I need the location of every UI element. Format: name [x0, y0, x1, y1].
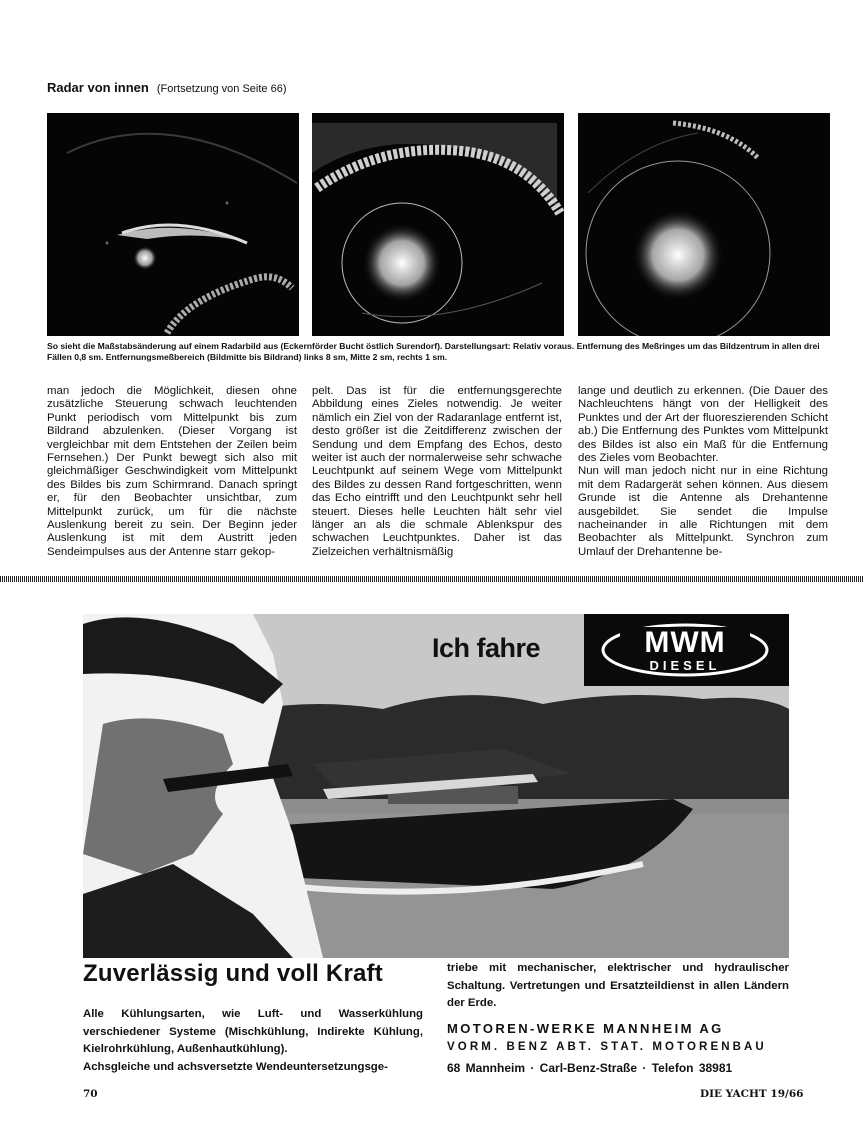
article-column-1 [47, 385, 297, 559]
article-paragraph: Nun will man jedoch nicht nur in eine Richtung mit dem Radargerät sehen können. Aus diesem Grunde ist die Antenne als Drehantenne ausgebildet. Sie sendet die Impulse nacheinander in alle Richtungen mit dem Beobachter als Mittelpunkt. Synchron zum Umlauf der Drehantenne be- [578, 465, 828, 558]
continuation-note: (Fortsetzung von Seite 66) [156, 83, 287, 95]
mwm-logo-subtext: DIESEL [649, 658, 721, 673]
mwm-logo-text: MWM [644, 626, 726, 659]
radar-image-left [47, 113, 299, 336]
article-title: Radar von innen [47, 80, 149, 95]
mwm-logo [584, 614, 789, 686]
magazine-issue: DIE YACHT 19/66 [700, 1088, 804, 1100]
figure-caption: So sieht die Maßstabsänderung auf einem Radarbild aus (Eckernförder Bucht östlich Surendorf). Darstellungsart: Relativ voraus. Entfernung des Meßringes um das Bildzentrum in allen drei Fällen 0,8 sm. Entfernungsmeßbereich (Bildmitte bis Bildrand) links 8 sm, Mitte 2 sm, rechts 1 sm. [47, 341, 820, 362]
article-column-3 [578, 385, 828, 559]
page-number: 70 [83, 1088, 98, 1100]
ad-body-right: triebe mit mechanischer, elektrischer und hydraulischer Schaltung. Vertretungen und Ersatzteildienst in allen Ländern der Erde. [447, 962, 789, 1009]
company-address: 68 Mannheim · Carl-Benz-Straße · Telefon 38981 [447, 1061, 733, 1075]
ad-body-paragraph: Alle Kühlungsarten, wie Luft- und Wasserkühlung verschiedener Systeme (Mischkühlung, Indirekte Kühlung, Kielrohrkühlung, Außenhautkühlung). [83, 1008, 423, 1055]
article-column-2 [312, 385, 562, 559]
article-paragraph: pelt. Das ist für die entfernungsgerechte Abbildung eines Zieles notwendig. Je weiter nämlich ein Ziel von der Radaranlage entfernt ist, desto größer ist die Zeitdifferenz zwischen der Sendung und dem Empfang des Echos, desto weiter ist auch der normalerweise sehr schwache Leuchtpunkt auf seinem Wege vom Mittelpunkt des Bildes zu dessen Rand fortgeschritten, wenn das Echo eintrifft und den Leuchtpunkt sehr hell steuert. Dieses helle Leuchten hält sehr viel länger an als die schmale Ablenkspur des schwachen Leuchtpunktes. Daher ist das Zielzeichen verhältnismäßig [312, 385, 562, 558]
ad-body-left [83, 1006, 423, 1076]
ad-body-paragraph: Achsgleiche und achsversetzte Wendeuntersetzungsge- [83, 1060, 388, 1073]
section-divider [0, 576, 864, 582]
article-paragraph: lange und deutlich zu erkennen. (Die Dauer des Nachleuchtens hängt von der Helligkeit des Punktes und der Art der fluoreszierenden Schicht ab.) Die Entfernung des Punktes vom Mittelpunkt des Bildes ist also ein Maß für die Entfernung des Zieles vom Beobachter. [578, 385, 828, 465]
radar-image-right [578, 113, 830, 336]
company-subtitle: VORM. BENZ ABT. STAT. MOTORENBAU [447, 1041, 767, 1053]
company-name: MOTOREN-WERKE MANNHEIM AG [447, 1021, 724, 1036]
radar-image-middle [312, 113, 564, 336]
ad-slogan: Ich fahre [432, 633, 541, 663]
article-header [47, 80, 286, 95]
article-paragraph: man jedoch die Möglichkeit, diesen ohne zusätzliche Steuerung schwach leuchtenden Punkt periodisch vom Mittelpunkt bis zum Bildrand abzulenken. (Dieser Vorgang ist vergleichbar mit dem Entstehen der Zeilen beim Fernsehen.) Der Punkt bewegt sich also mit gleichmäßiger Geschwindigkeit vom Mittelpunkt des Bildes bis zum Schirmrand. Danach springt er, für den Beobachter unsichtbar, zum Mittelpunkt zurück, um für die nächste Auslenkung bereit zu sein. Der Beginn jeder Auslenkung ist mit dem Austritt jeden Sendeimpulses aus der Antenne starr gekop- [47, 385, 297, 558]
ad-headline: Zuverlässig und voll Kraft [83, 960, 383, 987]
